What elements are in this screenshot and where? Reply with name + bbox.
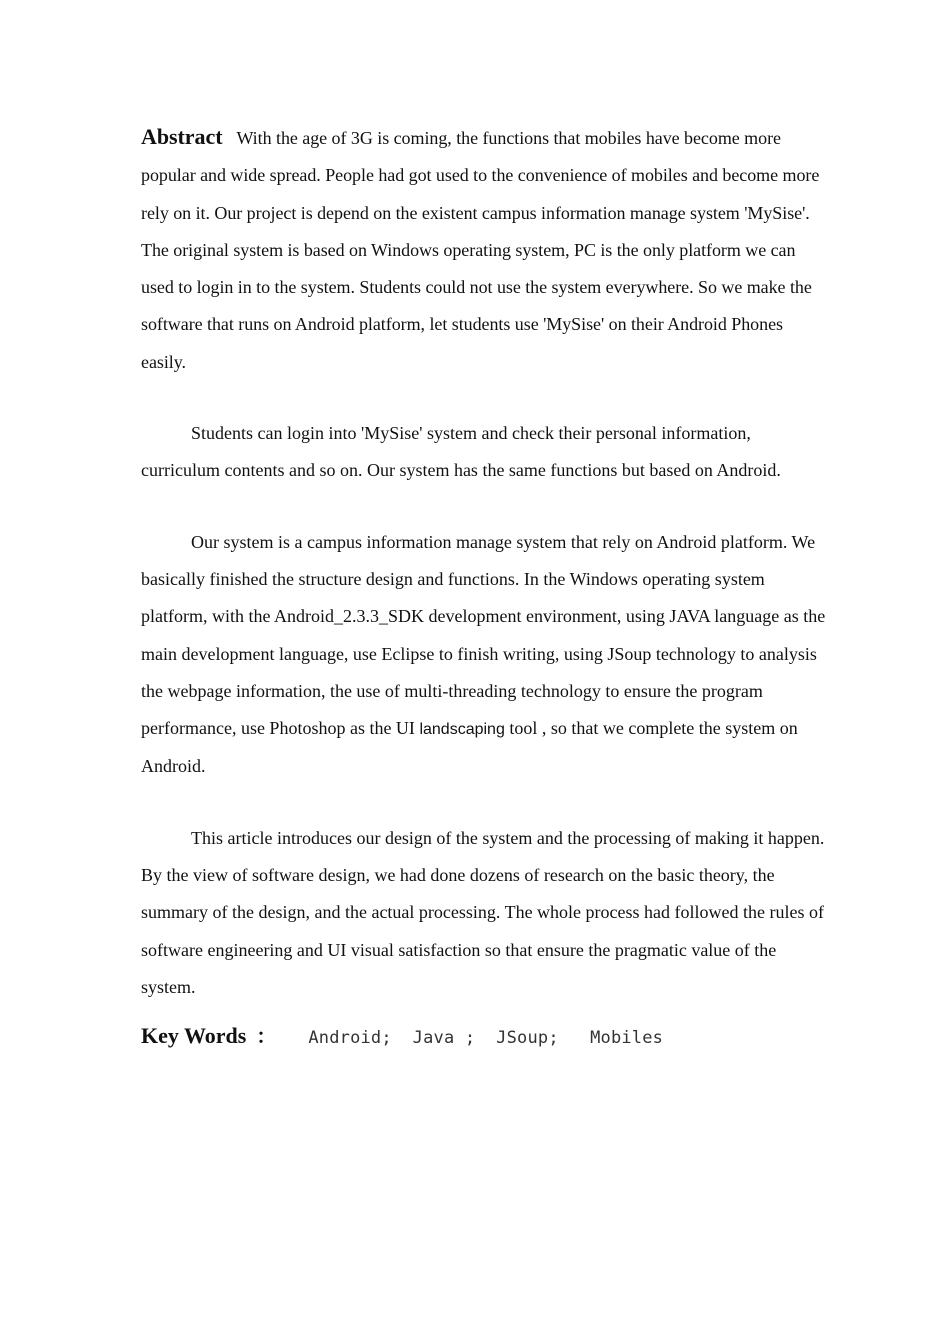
landscaping-term: landscaping	[419, 721, 505, 739]
abstract-paragraph-3-text-before: Our system is a campus information manage system that rely on Android platform. We basically finished the structure design and functions. In the Windows operating system platform, with the Android_2.3.3_SDK development environment, using JAVA language as the main development language, use Eclipse to finish writing, using JSoup technology to analysis the webpage information, the use of multi-threading technology to ensure the program performance, use Photoshop as the UI	[141, 531, 826, 739]
abstract-paragraph-2: Students can login into 'MySise' system and check their personal information, curriculum contents and so on. Our system has the same functions but based on Android.	[141, 423, 781, 481]
abstract-paragraph-4: This article introduces our design of the system and the processing of making it happen. By the view of software design, we had done dozens of research on the basic theory, the summary of the design, and the actual processing. The whole process had followed the rules of software engineering and UI visual satisfaction so that ensure the pragmatic value of the system.	[141, 827, 825, 997]
abstract-page	[141, 118, 831, 1060]
abstract-paragraph-1-text: With the age of 3G is coming, the functions that mobiles have become more popular and wide spread. People had got used to the convenience of mobiles and become more rely on it. Our project is depend on the existent campus information manage system 'MySise'. The original system is based on Windows operating system, PC is the only platform we can used to login in to the system. Students could not use the system everywhere. So we make the software that runs on Android platform, let students use 'MySise' on their Android Phones easily.	[141, 128, 820, 372]
abstract-paragraph-3-text-after: tool , so that we complete the system on Android.	[141, 718, 798, 777]
keywords-list: Android; Java ; JSoup; Mobiles	[308, 1028, 664, 1049]
abstract-heading: Abstract	[141, 124, 223, 149]
paragraph-gap	[141, 786, 831, 820]
paragraph-gap	[141, 381, 831, 415]
abstract-paragraph-1	[141, 118, 831, 381]
keywords-label: Key Words	[141, 1023, 247, 1049]
abstract-paragraph-3	[141, 524, 831, 786]
keywords-colon: ：	[256, 1026, 277, 1049]
paragraph-gap	[141, 490, 831, 524]
keywords-row	[141, 1020, 831, 1060]
